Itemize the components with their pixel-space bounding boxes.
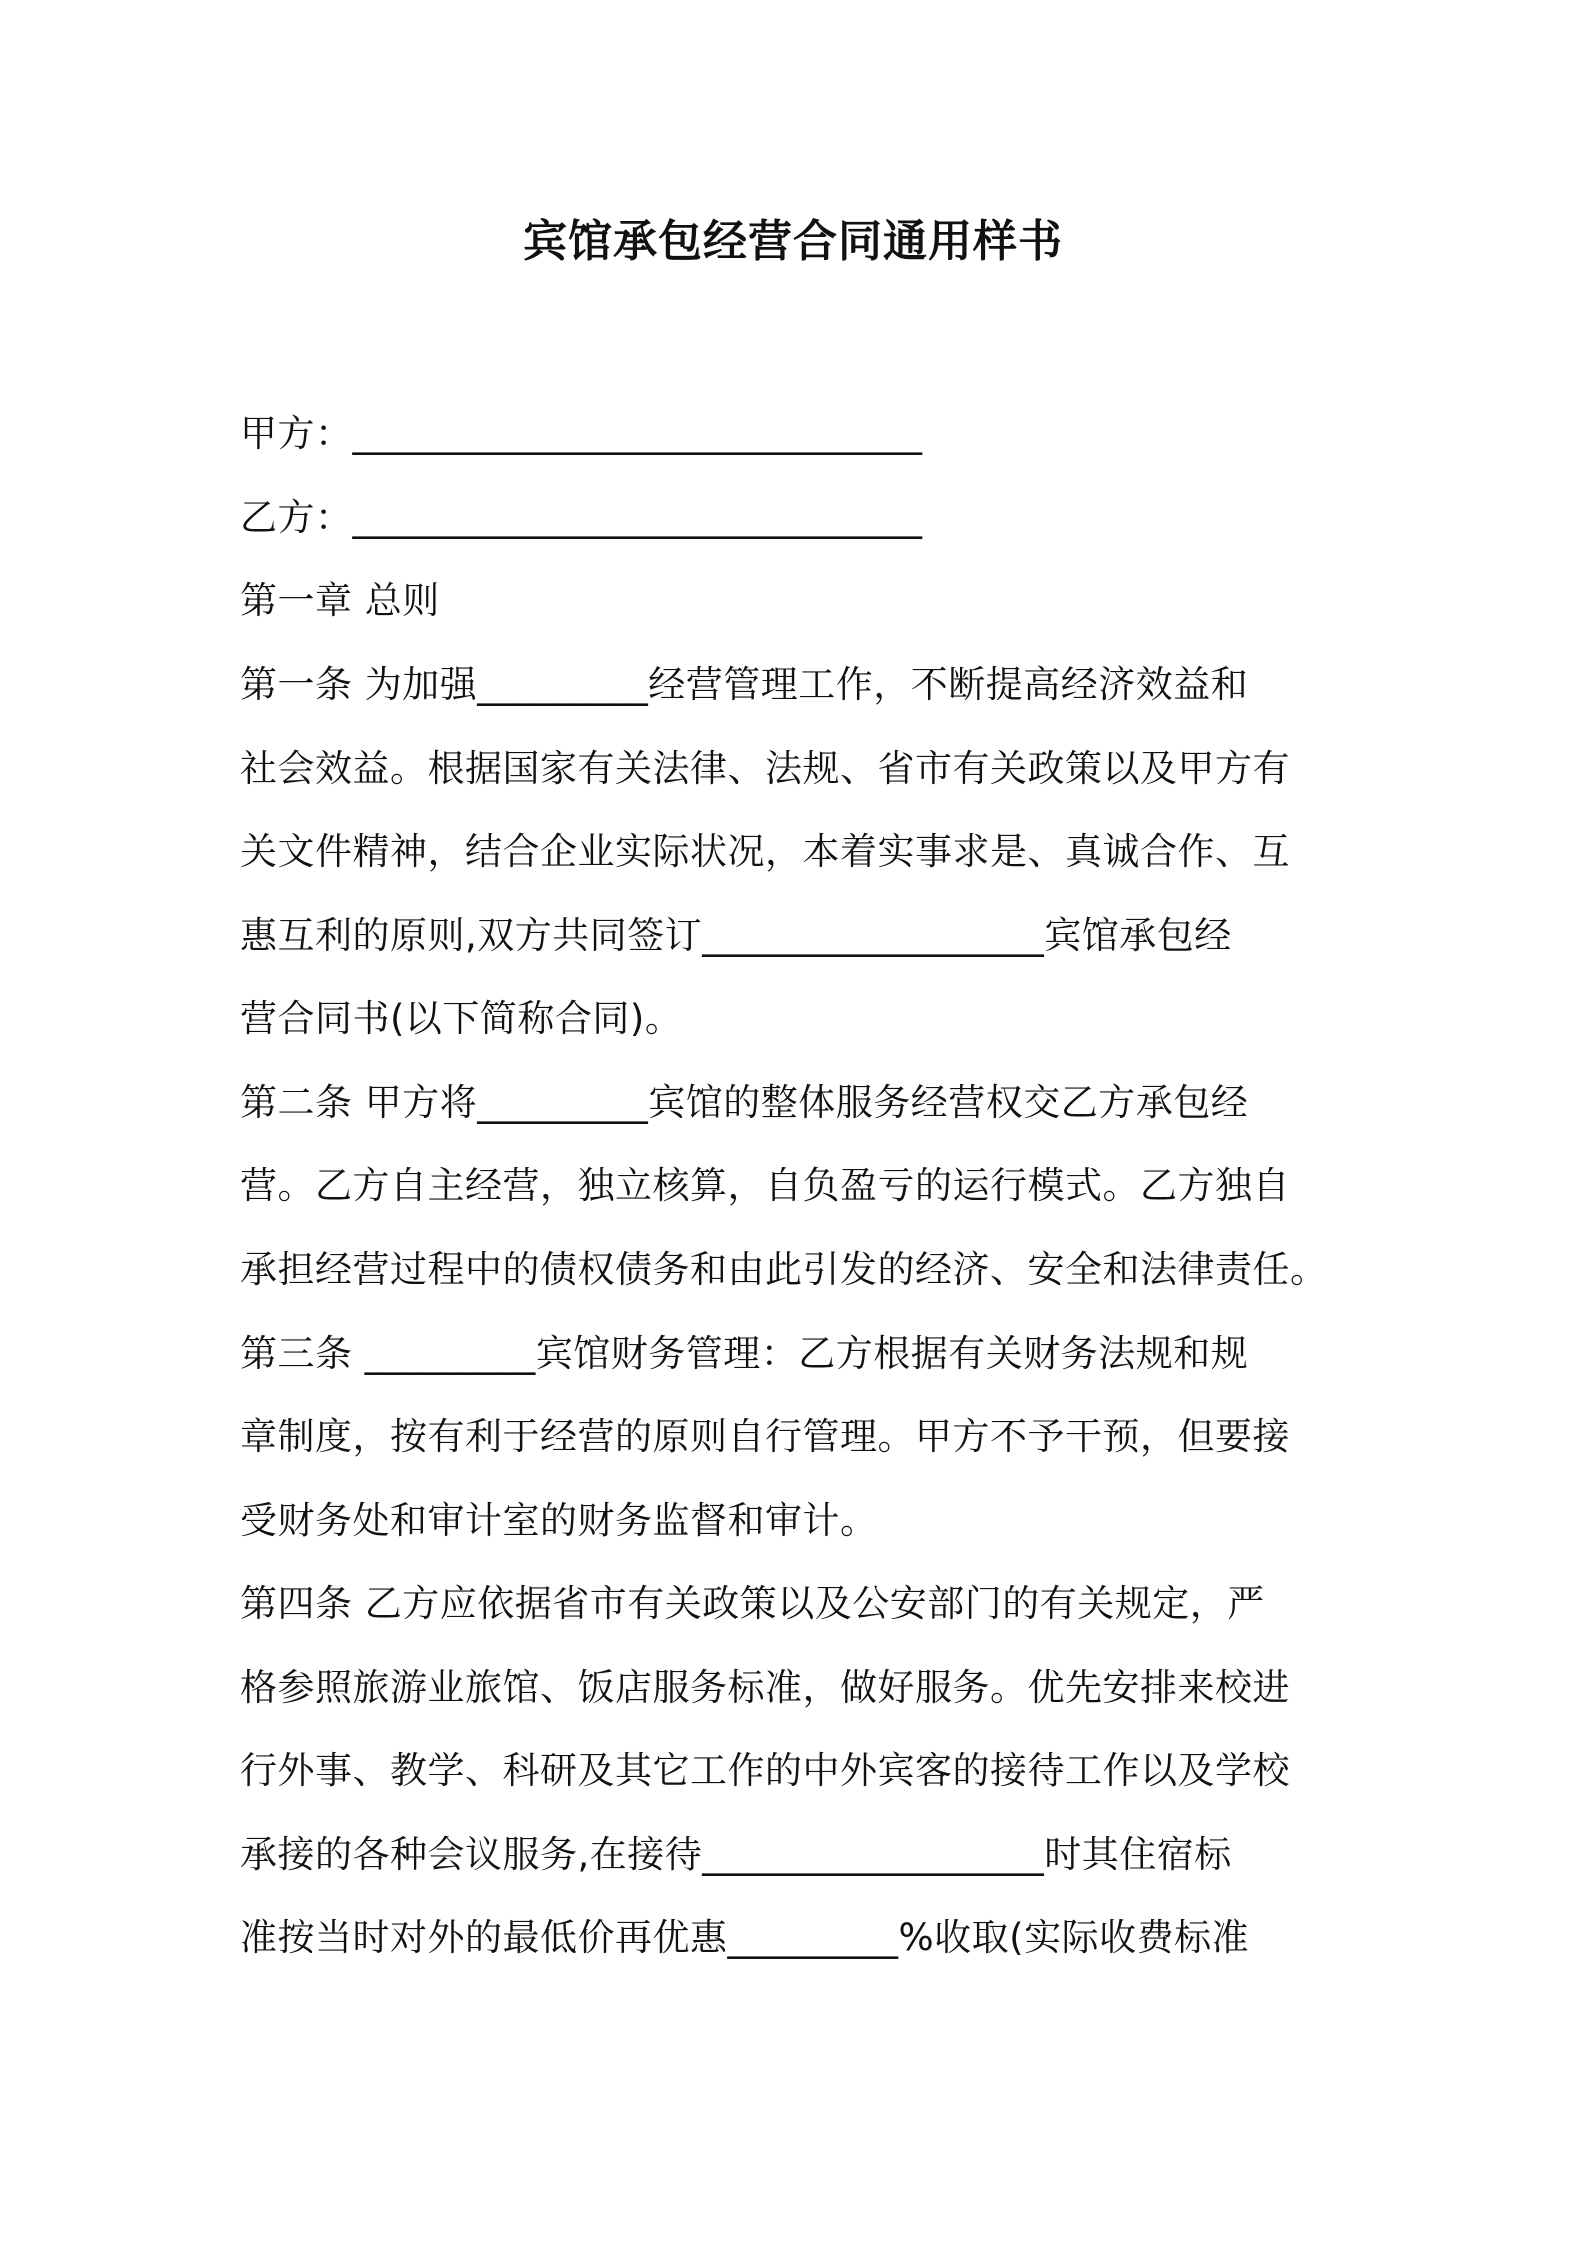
party-a-line: 甲方：______________________________ [240, 412, 923, 455]
body-text-line: 惠互利的原则,双方共同签订__________________宾馆承包经 [240, 914, 1232, 957]
chapter-heading: 第一章 总则 [240, 579, 440, 622]
document-title: 宾馆承包经营合同通用样书 [523, 216, 1063, 267]
body-text-line: 承接的各种会议服务,在接待__________________时其住宿标 [240, 1833, 1232, 1876]
body-text-line: 承担经营过程中的债权债务和由此引发的经济、安全和法律责任。 [240, 1248, 1328, 1291]
body-text-line: 准按当时对外的最低价再优惠_________%收取(实际收费标准 [240, 1916, 1250, 1959]
body-text-line: 受财务处和审计室的财务监督和审计。 [240, 1499, 878, 1542]
body-text-line: 行外事、教学、科研及其它工作的中外宾客的接待工作以及学校 [240, 1749, 1290, 1792]
body-text-line: 营合同书(以下简称合同)。 [240, 997, 683, 1040]
body-text-line: 章制度，按有利于经营的原则自行管理。甲方不予干预，但要接 [240, 1415, 1290, 1458]
body-text-line: 第四条 乙方应依据省市有关政策以及公安部门的有关规定，严 [240, 1582, 1265, 1625]
body-text-line: 第一条 为加强_________经营管理工作，不断提高经济效益和 [240, 663, 1249, 706]
party-b-line: 乙方：______________________________ [240, 496, 923, 539]
body-text-line: 第三条 _________宾馆财务管理：乙方根据有关财务法规和规 [240, 1332, 1249, 1375]
body-text-line: 社会效益。根据国家有关法律、法规、省市有关政策以及甲方有 [240, 747, 1290, 790]
body-text-line: 格参照旅游业旅馆、饭店服务标准，做好服务。优先安排来校进 [240, 1666, 1290, 1709]
body-text-line: 关文件精神，结合企业实际状况，本着实事求是、真诚合作、互 [240, 830, 1290, 873]
body-text-line: 营。乙方自主经营，独立核算，自负盈亏的运行模式。乙方独自 [240, 1164, 1290, 1207]
body-text-line: 第二条 甲方将_________宾馆的整体服务经营权交乙方承包经 [240, 1081, 1249, 1124]
